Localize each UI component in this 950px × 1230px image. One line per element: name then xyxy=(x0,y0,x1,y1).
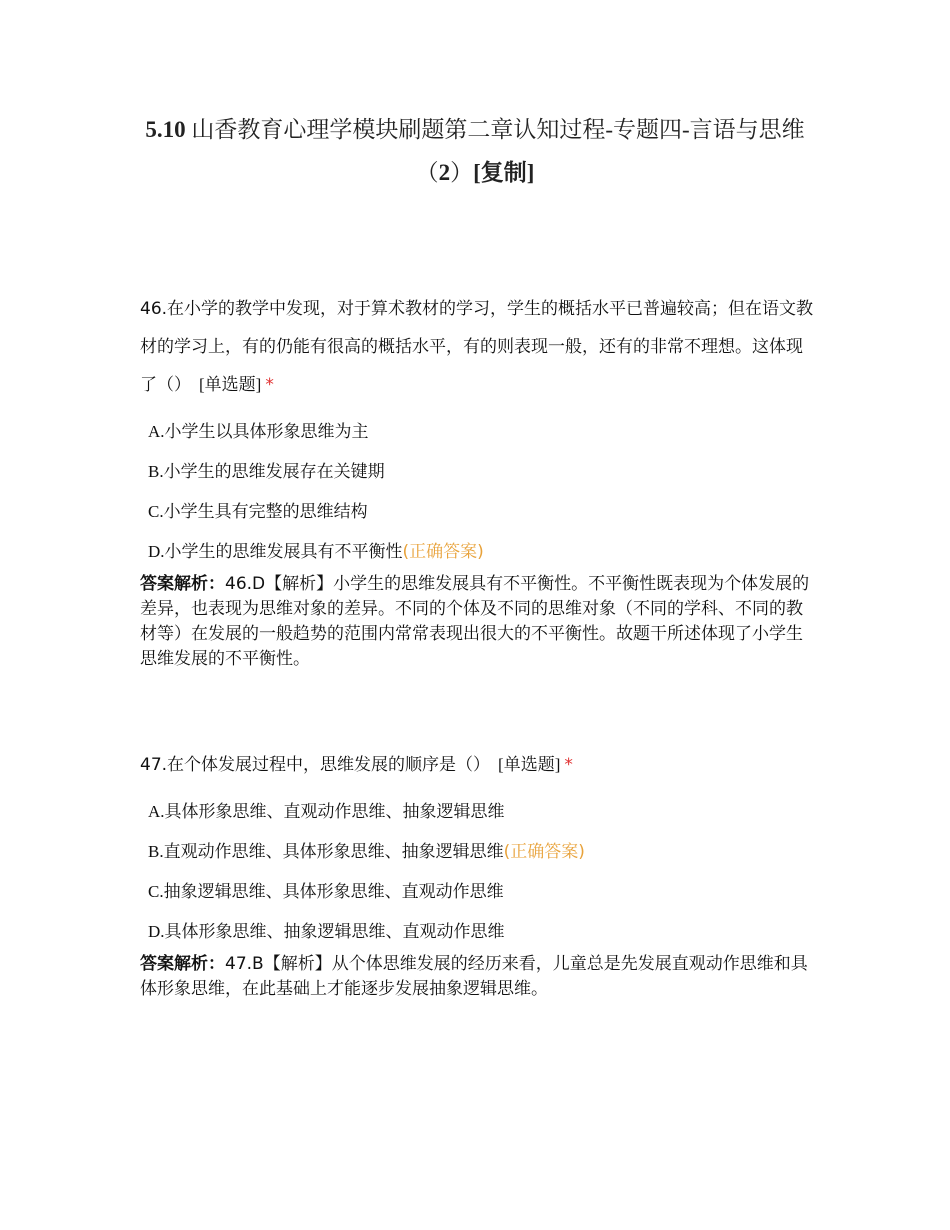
option-d[interactable] xyxy=(148,912,816,952)
option-a[interactable] xyxy=(148,412,816,452)
correct-answer-tag: (正确答案) xyxy=(402,542,484,562)
option-list xyxy=(140,792,816,952)
option-text: 抽象逻辑思维、具体形象思维、直观动作思维 xyxy=(163,882,504,902)
explanation-text: 47.B【解析】从个体思维发展的经历来看，儿童总是先发展直观动作思维和具体形象思维，在此基础上才能逐步发展抽象逻辑思维。 xyxy=(140,954,808,999)
question-text: 47.在个体发展过程中，思维发展的顺序是（） xyxy=(140,755,491,775)
option-c[interactable] xyxy=(148,492,816,532)
question-text: 46.在小学的教学中发现，对于算术教材的学习，学生的概括水平已普遍较高；但在语文教材的学习上，有的仍能有很高的概括水平，有的则表现一般，还有的非常不理想。这体现了（） xyxy=(140,299,814,395)
option-text: 小学生的思维发展具有不平衡性 xyxy=(164,542,403,562)
copy-link[interactable]: [复制] xyxy=(473,160,535,185)
page-title xyxy=(130,108,820,194)
answer-explanation xyxy=(140,952,816,1002)
option-text: 小学生具有完整的思维结构 xyxy=(163,502,368,522)
option-a[interactable] xyxy=(148,792,816,832)
explanation-label: 答案解析： xyxy=(140,954,225,974)
option-text: 小学生以具体形象思维为主 xyxy=(164,422,369,442)
question-stem xyxy=(140,746,816,784)
option-letter: D. xyxy=(148,922,165,941)
required-mark: * xyxy=(564,755,573,775)
question-type: [单选题] xyxy=(199,375,262,394)
question-47 xyxy=(140,746,816,1002)
question-46 xyxy=(140,290,816,672)
option-c[interactable] xyxy=(148,872,816,912)
correct-answer-tag: (正确答案) xyxy=(503,842,585,862)
title-number: 2 xyxy=(438,160,451,185)
answer-explanation xyxy=(140,572,816,672)
option-b[interactable] xyxy=(148,452,816,492)
option-text: 小学生的思维发展存在关键期 xyxy=(163,462,385,482)
title-date: 5.10 xyxy=(145,117,186,142)
title-text: 山香教育心理学模块刷题第二章认知过程-专题四-言语与思维（ xyxy=(185,117,805,185)
option-letter: C. xyxy=(148,502,164,521)
option-text: 具体形象思维、直观动作思维、抽象逻辑思维 xyxy=(164,802,505,822)
explanation-label: 答案解析： xyxy=(140,574,225,594)
question-stem xyxy=(140,290,816,404)
option-text: 直观动作思维、具体形象思维、抽象逻辑思维 xyxy=(163,842,504,862)
option-letter: A. xyxy=(148,422,165,441)
question-type: [单选题] xyxy=(498,755,561,774)
option-letter: B. xyxy=(148,842,164,861)
option-d[interactable] xyxy=(148,532,816,572)
required-mark: * xyxy=(265,375,274,395)
option-text: 具体形象思维、抽象逻辑思维、直观动作思维 xyxy=(164,922,505,942)
option-letter: B. xyxy=(148,462,164,481)
option-list xyxy=(140,412,816,572)
explanation-text: 46.D【解析】小学生的思维发展具有不平衡性。不平衡性既表现为个体发展的差异，也表现为思维对象的差异。不同的个体及不同的思维对象（不同的学科、不同的教材等）在发展的一般趋势的范围内常常表现出很大的不平衡性。故题干所述体现了小学生思维发展的不平衡性。 xyxy=(140,574,810,669)
option-b[interactable] xyxy=(148,832,816,872)
option-letter: A. xyxy=(148,802,165,821)
option-letter: C. xyxy=(148,882,164,901)
title-close: ） xyxy=(450,160,474,185)
option-letter: D. xyxy=(148,542,165,561)
